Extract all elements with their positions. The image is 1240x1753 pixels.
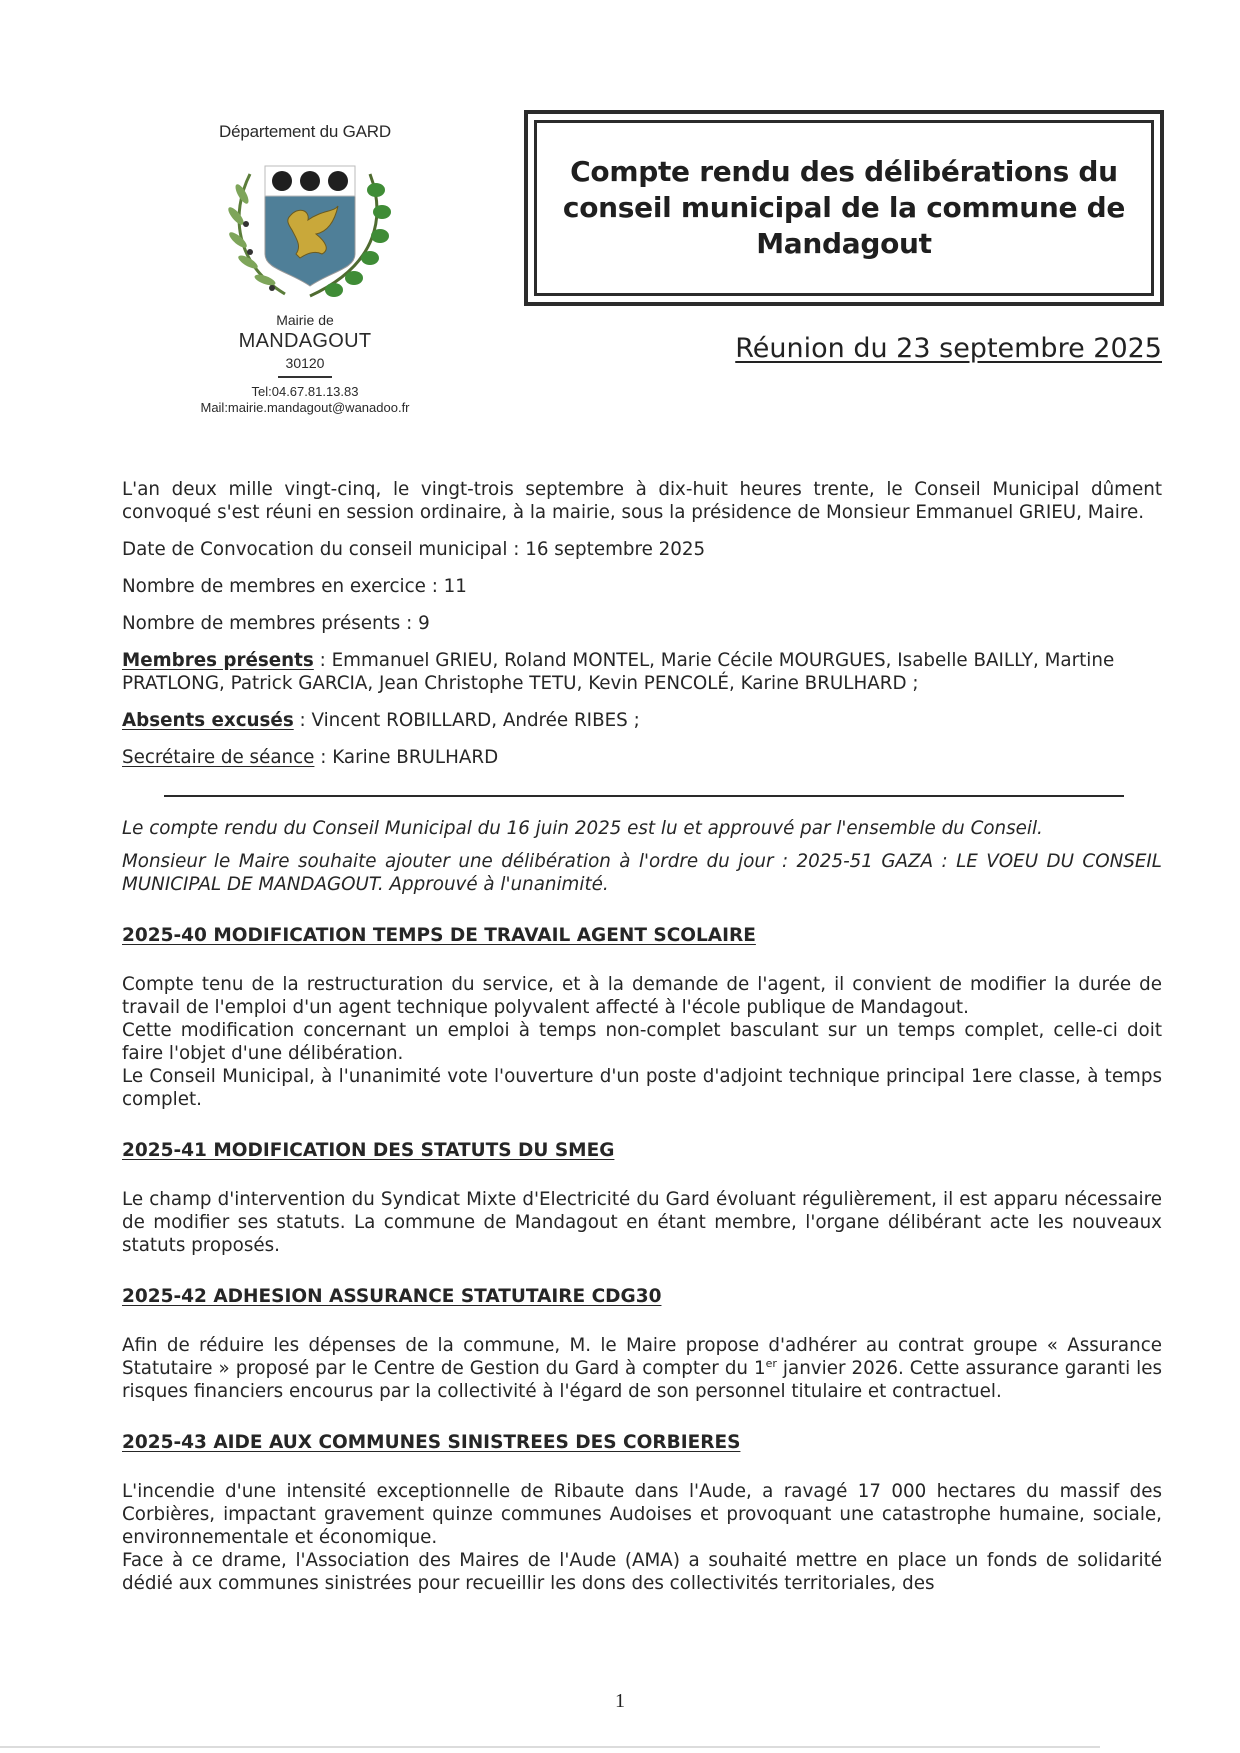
mairie-label: Mairie de: [276, 312, 334, 328]
department-label: Département du GARD: [219, 122, 391, 141]
title-box: [524, 110, 1164, 306]
separator: [278, 376, 332, 378]
document-title: [563, 154, 1125, 262]
document-body: [122, 478, 1162, 1595]
coat-of-arms-dragon-icon: [210, 154, 400, 304]
section-title: 2025-43 AIDE AUX COMMUNES SINISTREES DES CORBIERES: [122, 1432, 741, 1453]
section-title: 2025-40 MODIFICATION TEMPS DE TRAVAIL AGENT SCOLAIRE: [122, 925, 756, 946]
absent-label: Absents excusés: [122, 710, 294, 731]
section-title: 2025-42 ADHESION ASSURANCE STATUTAIRE CDG30: [122, 1286, 662, 1307]
title-line: Compte rendu des délibérations du: [570, 155, 1118, 188]
section-paragraph: Le Conseil Municipal, à l'unanimité vote l'ouverture d'un poste d'adjoint technique principal 1ere classe, à temps complet.: [122, 1066, 1162, 1110]
postcode: 30120: [285, 355, 325, 371]
title-line: conseil municipal de la commune de: [562, 191, 1126, 224]
section-paragraph: [122, 1334, 1162, 1403]
section-paragraph: Le champ d'intervention du Syndicat Mixte d'Electricité du Gard évoluant régulièrement, il est apparu nécessaire de modifier ses statuts. La commune de Mandagout en étant membre, l'organe délibérant acte les nouveaux statuts proposés.: [122, 1189, 1162, 1256]
commune-name: MANDAGOUT: [238, 330, 372, 352]
secretary-label: Secrétaire de séance: [122, 747, 315, 768]
absent-members: [122, 709, 1162, 732]
letterhead: [150, 122, 460, 416]
present-list: : Emmanuel GRIEU, Roland MONTEL, Marie Cécile MOURGUES, Isabelle BAILLY, Martine PRATLONG, Patrick GARCIA, Jean Christophe TETU, Kevin PENCOLÉ, Karine BRULHARD ;: [122, 650, 1115, 694]
email: Mail:mairie.mandagout@wanadoo.fr: [200, 400, 410, 415]
text-fragment: janvier 2026. Cette assurance garanti les risques financiers encourus par la collectivité à l'égard de son personnel titulaire et contractuel.: [122, 1358, 1163, 1402]
section-paragraph: L'incendie d'une intensité exceptionnelle de Ribaute dans l'Aude, a ravagé 17 000 hectares du massif des Corbières, impactant gravement quinze communes Audoises et provoquant une catastrophe humaine, sociale, environnementale et économique.: [122, 1481, 1162, 1548]
convocation-date: Date de Convocation du conseil municipal : 16 septembre 2025: [122, 539, 706, 560]
present-label: Membres présents: [122, 650, 314, 671]
members-in-office: Nombre de membres en exercice : 11: [122, 576, 467, 597]
previous-minutes-approval: Le compte rendu du Conseil Municipal du 16 juin 2025 est lu et approuvé par l'ensemble du Conseil.: [122, 818, 1043, 839]
agenda-addition: Monsieur le Maire souhaite ajouter une délibération à l'ordre du jour : 2025-51 GAZA : LE VOEU DU CONSEIL MUNICIPAL DE MANDAGOUT. Approuvé à l'unanimité.: [122, 851, 1162, 895]
page-number: 1: [615, 1690, 625, 1712]
opening-paragraph: L'an deux mille vingt-cinq, le vingt-trois septembre à dix-huit heures trente, le Conseil Municipal dûment convoqué s'est réuni en session ordinaire, à la mairie, sous la présidence de Monsieur Emmanuel GRIEU, Maire.: [122, 479, 1162, 523]
section-paragraph: Cette modification concernant un emploi à temps non-complet basculant sur un temps complet, celle-ci doit faire l'objet d'une délibération.: [122, 1020, 1162, 1064]
scan-edge: [0, 1746, 1100, 1748]
session-secretary: [122, 746, 1162, 769]
telephone: Tel:04.67.81.13.83: [251, 384, 359, 399]
meeting-date-heading: Réunion du 23 septembre 2025: [735, 333, 1162, 364]
superscript: er: [765, 1356, 777, 1370]
title-line: Mandagout: [756, 227, 932, 260]
members-present-count: Nombre de membres présents : 9: [122, 613, 430, 634]
divider: [164, 795, 1124, 797]
present-members: [122, 649, 1162, 695]
text-fragment: Afin de réduire les dépenses de la commune, M. le Maire propose d'adhérer au contrat groupe « Assurance Statutaire » proposé par le Centre de Gestion du Gard à compter du 1: [122, 1335, 1162, 1379]
secretary-name: : Karine BRULHARD: [314, 747, 499, 768]
absent-list: : Vincent ROBILLARD, Andrée RIBES ;: [293, 710, 640, 731]
section-title: 2025-41 MODIFICATION DES STATUTS DU SMEG: [122, 1140, 615, 1161]
section-paragraph: Face à ce drame, l'Association des Maires de l'Aude (AMA) a souhaité mettre en place un fonds de solidarité dédié aux communes sinistrées pour recueillir les dons des collectivités territoriales, des: [122, 1550, 1162, 1594]
section-paragraph: Compte tenu de la restructuration du service, et à la demande de l'agent, il convient de modifier la durée de travail de l'emploi d'un agent technique polyvalent affecté à l'école publique de Mandagout.: [122, 974, 1162, 1018]
